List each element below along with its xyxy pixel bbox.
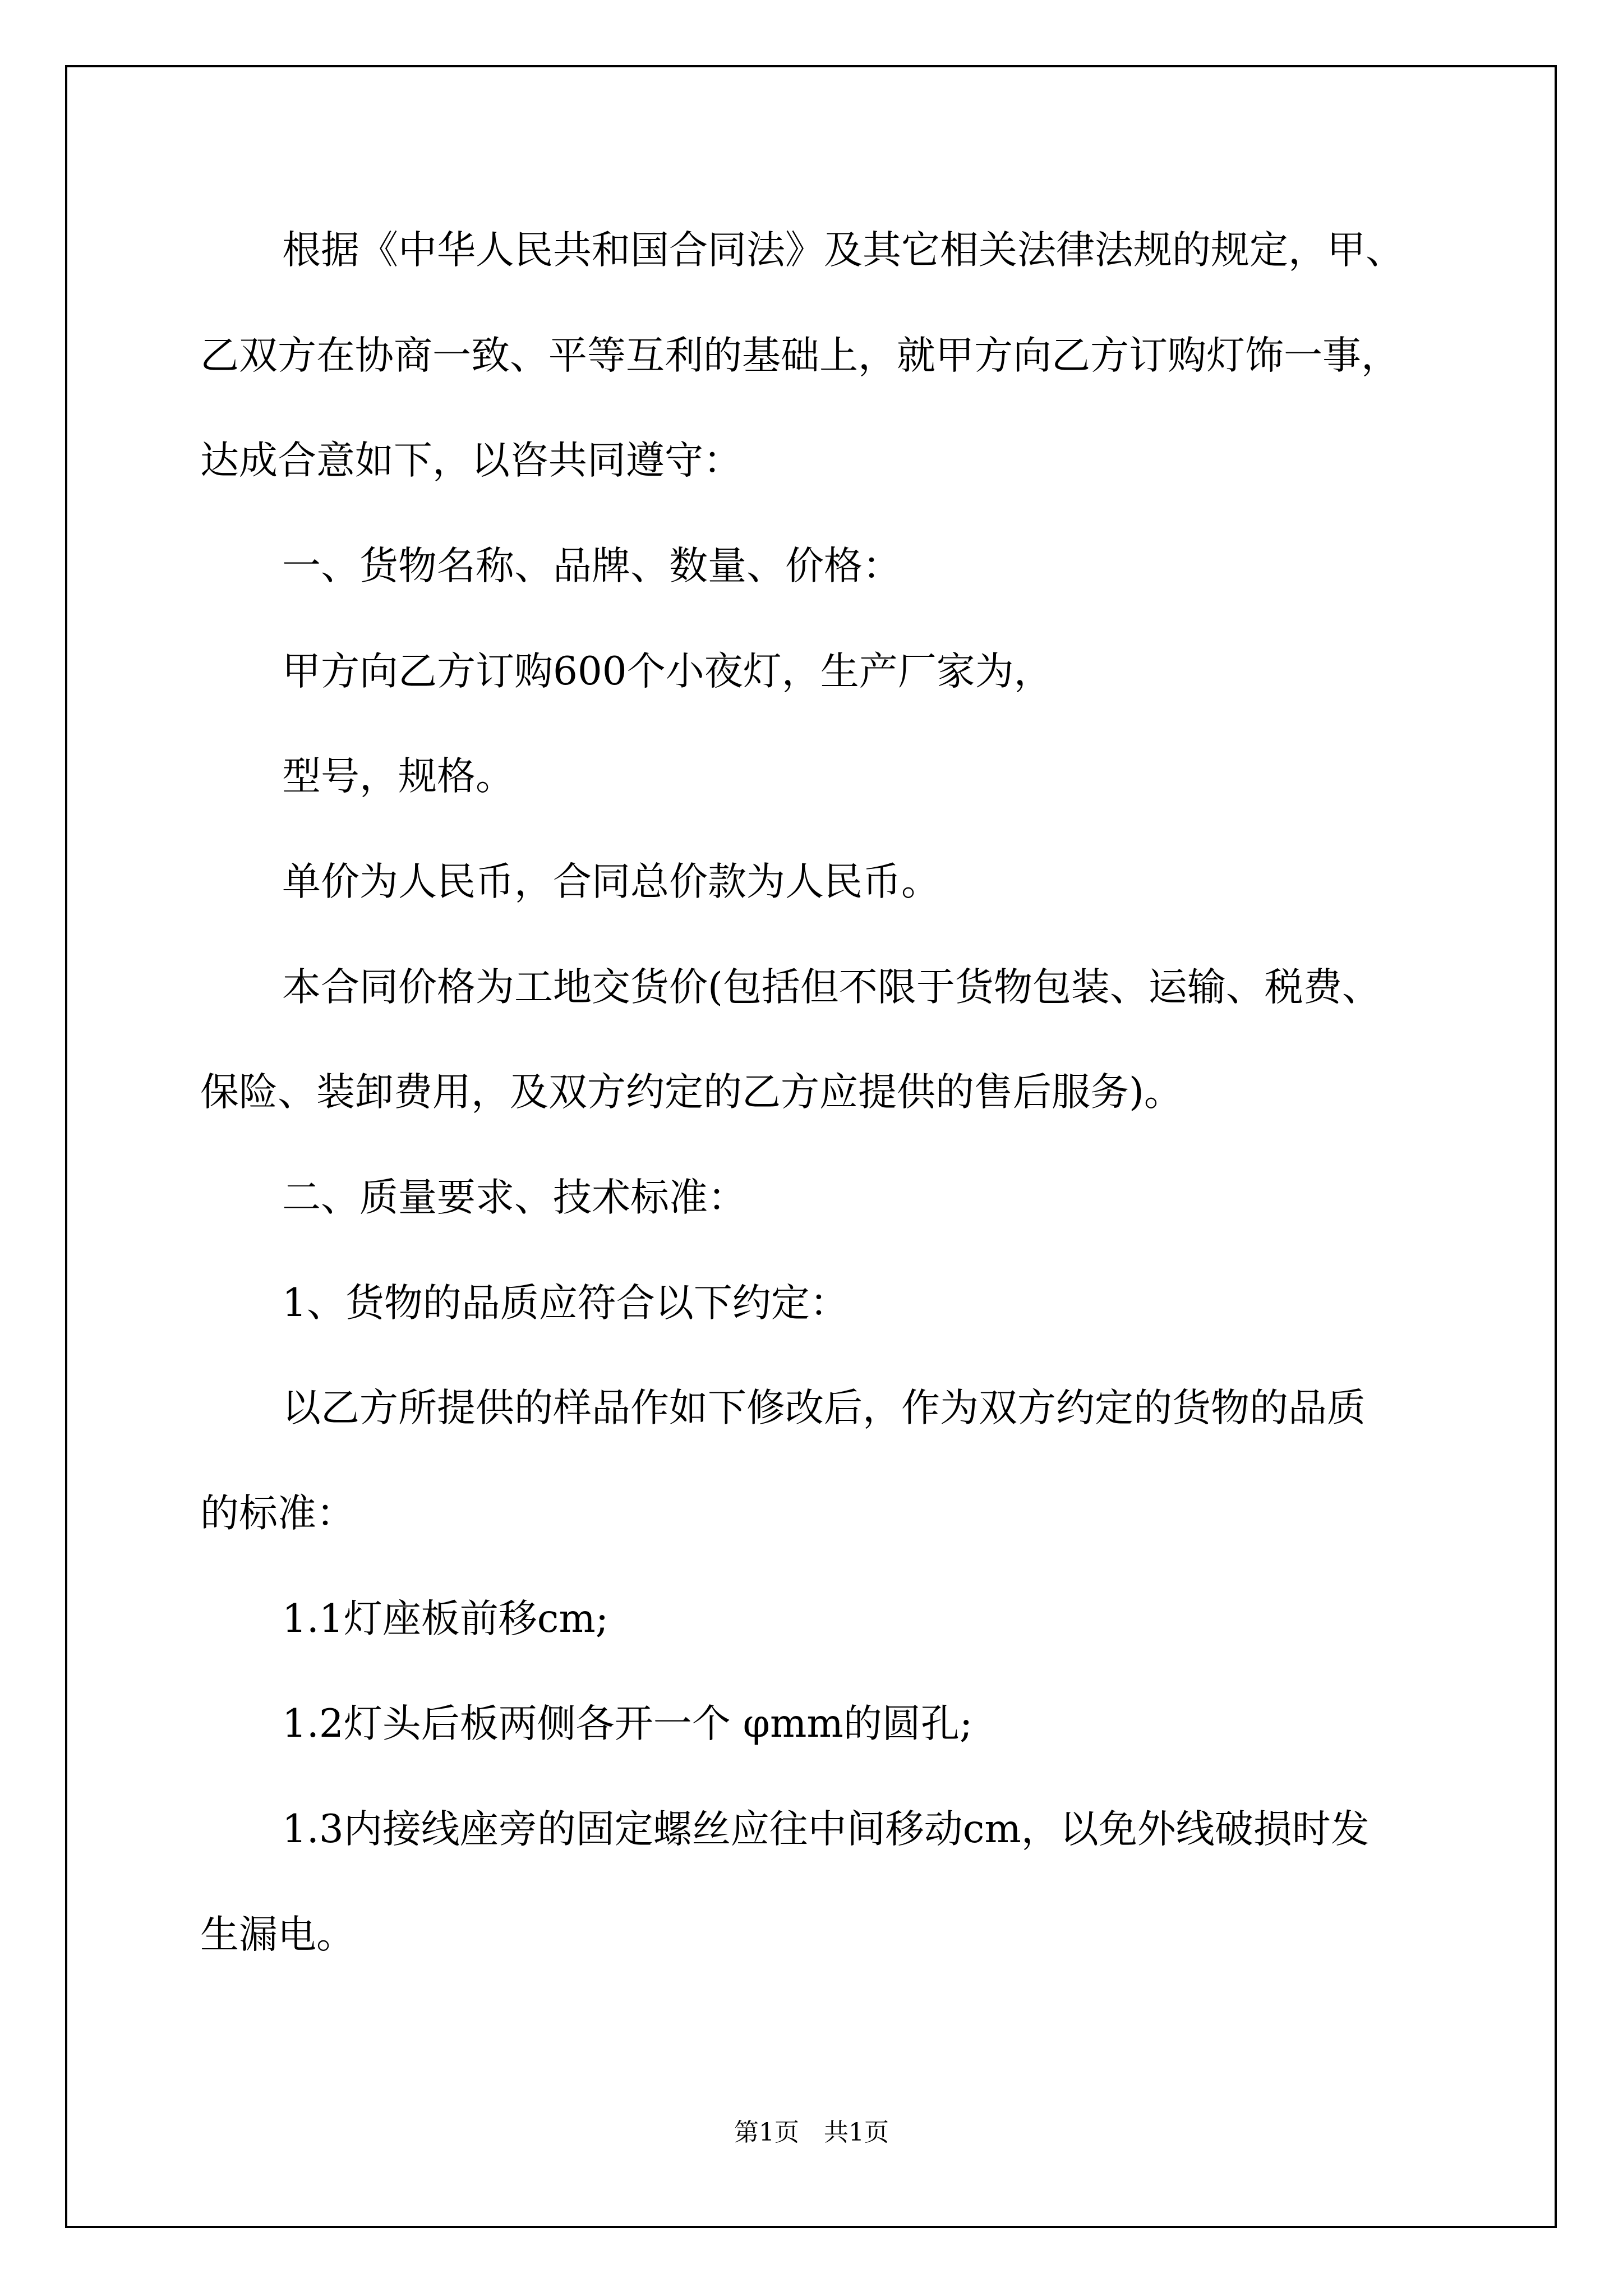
text-line: 保险、装卸费用，及双方约定的乙方应提供的售后服务)。 (200, 1070, 1183, 1115)
text-line: 1、货物的品质应符合以下约定： (282, 1281, 849, 1326)
text-line: 型号，规格。 (282, 754, 514, 799)
text-line: 本合同价格为工地交货价(包括但不限于货物包装、运输、税费、 (282, 965, 1381, 1010)
text-line: 以乙方所提供的样品作如下修改后，作为双方约定的货物的品质 (282, 1386, 1366, 1430)
text-line: 单价为人民币，合同总价款为人民币。 (282, 859, 940, 904)
list-item: 1.2灯头后板两侧各开一个 φmm的圆孔; (282, 1701, 973, 1746)
text-line: 乙双方在协商一致、平等互利的基础上，就甲方向乙方订购灯饰一事， (200, 333, 1400, 378)
text-line: 生漏电。 (200, 1912, 355, 1957)
text-line: 达成合意如下，以咨共同遵守： (200, 438, 742, 483)
text-line: 根据《中华人民共和国合同法》及其它相关法律法规的规定，甲、 (282, 228, 1404, 273)
list-item: 1.3内接线座旁的固定螺丝应往中间移动cm，以免外线破损时发 (282, 1807, 1370, 1852)
page-border (65, 65, 1557, 2228)
list-item: 1.1灯座板前移cm; (282, 1596, 609, 1641)
text-line: 的标准： (200, 1491, 355, 1536)
section-heading: 二、质量要求、技术标准： (282, 1175, 746, 1220)
page-footer: 第1页 共1页 (734, 2118, 889, 2147)
text-line: 甲方向乙方订购600个小夜灯，生产厂家为， (282, 649, 1053, 694)
section-heading: 一、货物名称、品牌、数量、价格： (282, 544, 901, 588)
